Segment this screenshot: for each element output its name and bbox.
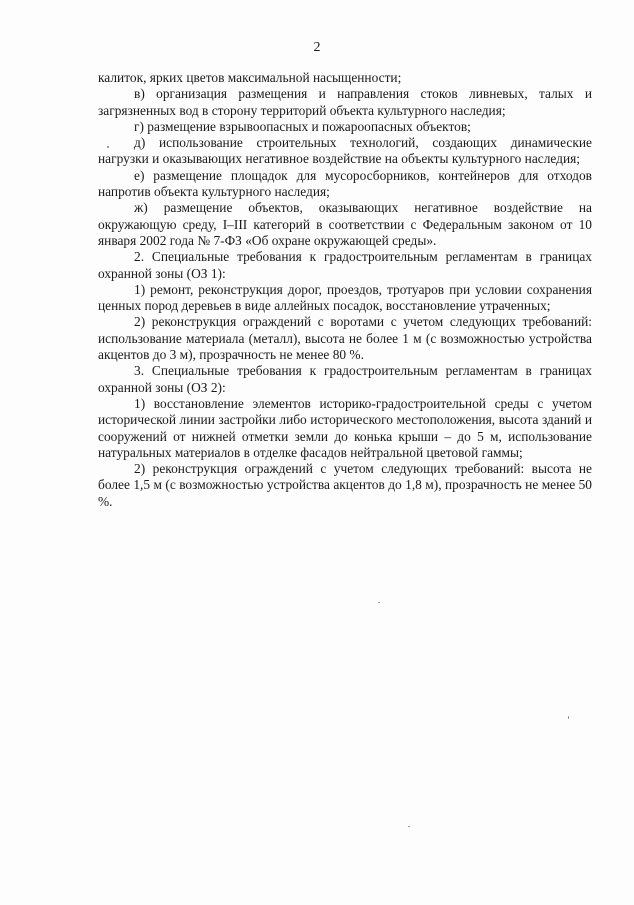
scan-speck <box>107 146 109 148</box>
paragraph-item-e: е) размещение площадок для мусоросборников, контейнеров для отходов напротив объекта культурного наследия; <box>98 167 592 200</box>
paragraph-item-d: д) использование строительных технологий, создающих динамические нагрузки и оказывающих негативное воздействие на объекты культурного наследия; <box>98 135 592 167</box>
section-3-heading: 3. Специальные требования к градостроительным регламентам в границах охранной зоны (ОЗ 2): <box>98 363 592 395</box>
section-2-heading: 2. Специальные требования к градостроительным регламентам в границах охранной зоны (ОЗ 1): <box>98 249 592 281</box>
paragraph-item-g: г) размещение взрывоопасных и пожароопасных объектов; <box>134 118 471 134</box>
document-body <box>98 70 592 510</box>
scan-speck <box>568 716 569 719</box>
paragraph-item-zh: ж) размещение объектов, оказывающих негативное воздействие на окружающую среду, I–III категорий в соответствии с Федеральным законом от 10 января 2002 года № 7-ФЗ «Об охране окружающей среды». <box>98 200 592 248</box>
section-3-item-2: 2) реконструкция ограждений с учетом следующих требований: высота не более 1,5 м (с возможностью устройства акцентов до 1,8 м), прозрачность не менее 50 %. <box>98 461 592 509</box>
section-2-item-1: 1) ремонт, реконструкция дорог, проездов, тротуаров при условии сохранения ценных пород деревьев в виде аллейных посадок, восстановление утраченных; <box>98 281 592 314</box>
page-number: 2 <box>313 40 321 55</box>
scan-speck <box>378 602 380 603</box>
section-2-item-2: 2) реконструкция ограждений с воротами с учетом следующих требований: использование материала (металл), высота не более 1 м (с возможностью устройства акцентов до 3 м), прозрачность не менее 80 %. <box>98 314 592 363</box>
paragraph-item-v: в) организация размещения и направления стоков ливневых, талых и загрязненных вод в сторону территорий объекта культурного наследия; <box>98 86 592 118</box>
paragraph-gates-colors: калиток, ярких цветов максимальной насыщенности; <box>98 70 402 85</box>
scan-speck <box>408 826 410 827</box>
section-3-item-1: 1) восстановление элементов историко-градостроительной среды с учетом исторической линии застройки либо исторического местоположения, высота зданий и сооружений от нижней отметки земли до конька крыши – до 5 м, использование натуральных материалов в отделке фасадов нейтральной цветовой гаммы; <box>98 395 592 460</box>
